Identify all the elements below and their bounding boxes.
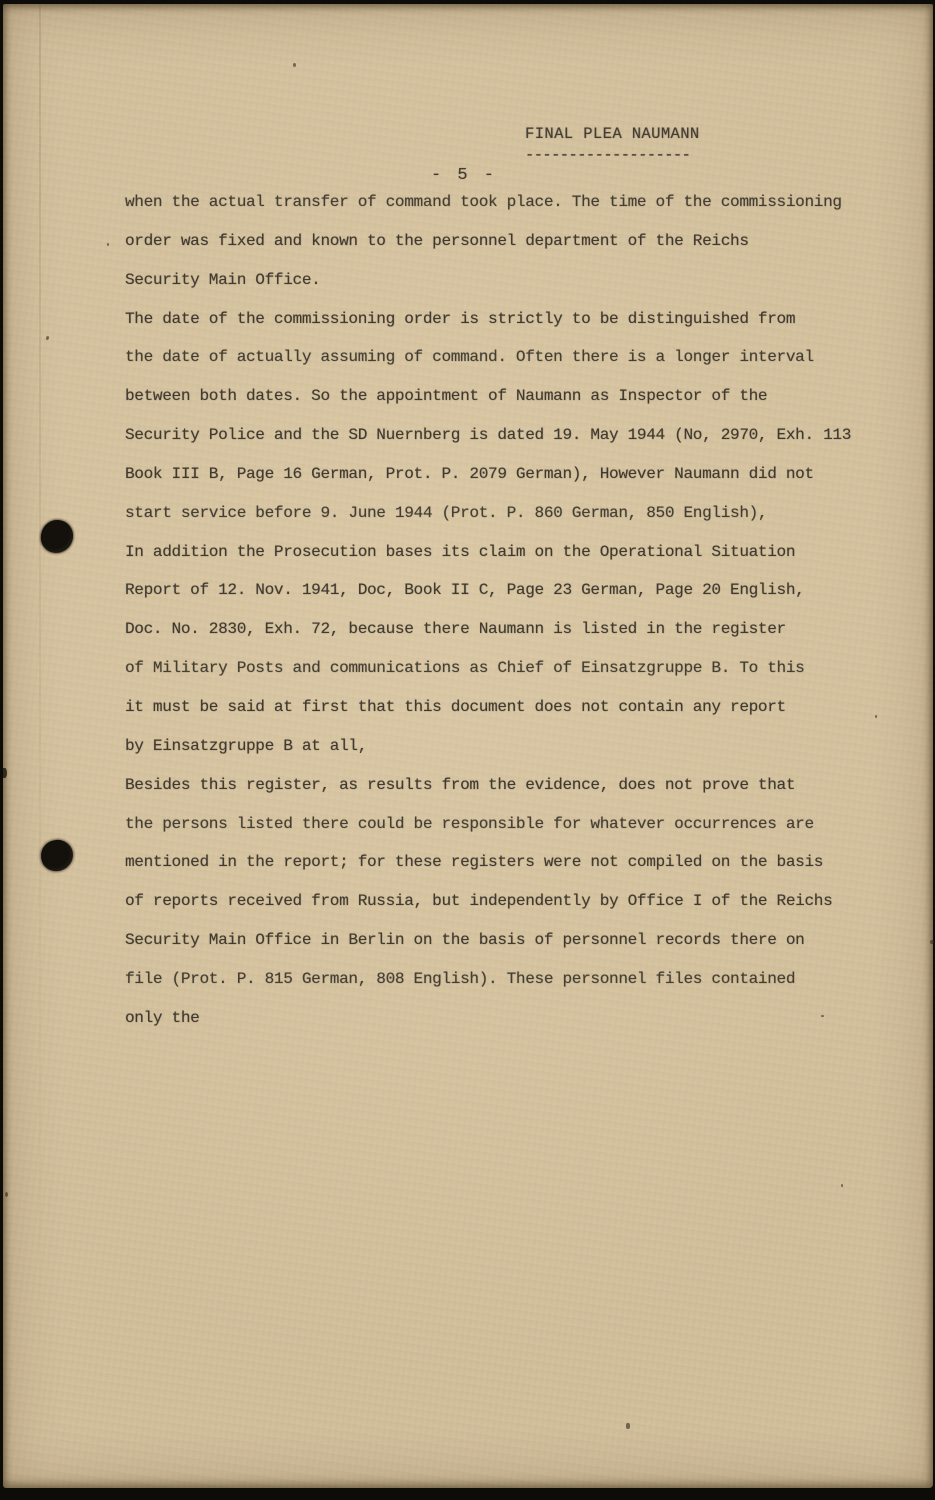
ink-speck	[930, 940, 934, 944]
text-line: between both dates. So the appointment of Naumann as Inspector of the	[125, 387, 768, 406]
text-line: Security Police and the SD Nuernberg is dated 19. May 1944 (No, 2970, Exh. 113	[125, 426, 852, 445]
document-body	[125, 193, 915, 1048]
header-title: FINAL PLEA NAUMANN	[525, 125, 700, 143]
hole-punch-top	[39, 518, 75, 555]
text-line: the date of actually assuming of command. Often there is a longer interval	[125, 348, 814, 367]
ink-speck	[841, 1184, 843, 1187]
text-line: Book III B, Page 16 German, Prot. P. 2079 German), However Naumann did not	[125, 464, 814, 483]
text-line: Besides this register, as results from the evidence, does not prove that	[125, 775, 796, 794]
text-line: start service before 9. June 1944 (Prot. P. 860 German, 850 English),	[125, 503, 768, 522]
text-line: of Military Posts and communications as Chief of Einsatzgruppe B. To this	[125, 659, 805, 678]
text-line: by Einsatzgruppe B at all,	[125, 736, 368, 755]
text-line: when the actual transfer of command took place. The time of the commissioning	[125, 193, 842, 211]
page-edge-mark	[3, 768, 7, 778]
document-page	[3, 4, 933, 1488]
ink-speck	[107, 243, 109, 246]
ink-speck	[626, 1423, 630, 1429]
ink-speck	[293, 63, 296, 67]
header-underline: -------------------	[525, 146, 691, 164]
text-line: order was fixed and known to the personnel department of the Reichs	[125, 231, 749, 250]
text-line: Security Main Office in Berlin on the basis of personnel records there on	[125, 931, 805, 950]
text-line: The date of the commissioning order is strictly to be distinguished from	[125, 309, 796, 328]
paper-crease	[39, 4, 41, 1488]
text-line: Doc. No. 2830, Exh. 72, because there Naumann is listed in the register	[125, 620, 786, 639]
text-line: the persons listed there could be responsible for whatever occurrences are	[125, 814, 814, 833]
ink-speck	[5, 1192, 8, 1197]
text-line: Report of 12. Nov. 1941, Doc, Book II C, Page 23 German, Page 20 English,	[125, 581, 805, 600]
document-header	[525, 125, 700, 164]
ink-speck	[875, 715, 877, 718]
text-line: it must be said at first that this document does not contain any report	[125, 697, 786, 716]
text-line: only the	[125, 1008, 200, 1027]
ink-speck	[45, 336, 49, 341]
text-line: mentioned in the report; for these registers were not compiled on the basis	[125, 853, 824, 872]
text-line: of reports received from Russia, but independently by Office I of the Reichs	[125, 892, 833, 911]
text-line: file (Prot. P. 815 German, 808 English). These personnel files contained	[125, 969, 796, 988]
page-number: - 5 -	[431, 166, 498, 185]
ink-speck	[821, 1015, 824, 1017]
hole-punch-bottom	[39, 838, 74, 872]
text-line: In addition the Prosecution bases its claim on the Operational Situation	[125, 542, 796, 561]
text-line: Security Main Office.	[125, 270, 321, 289]
